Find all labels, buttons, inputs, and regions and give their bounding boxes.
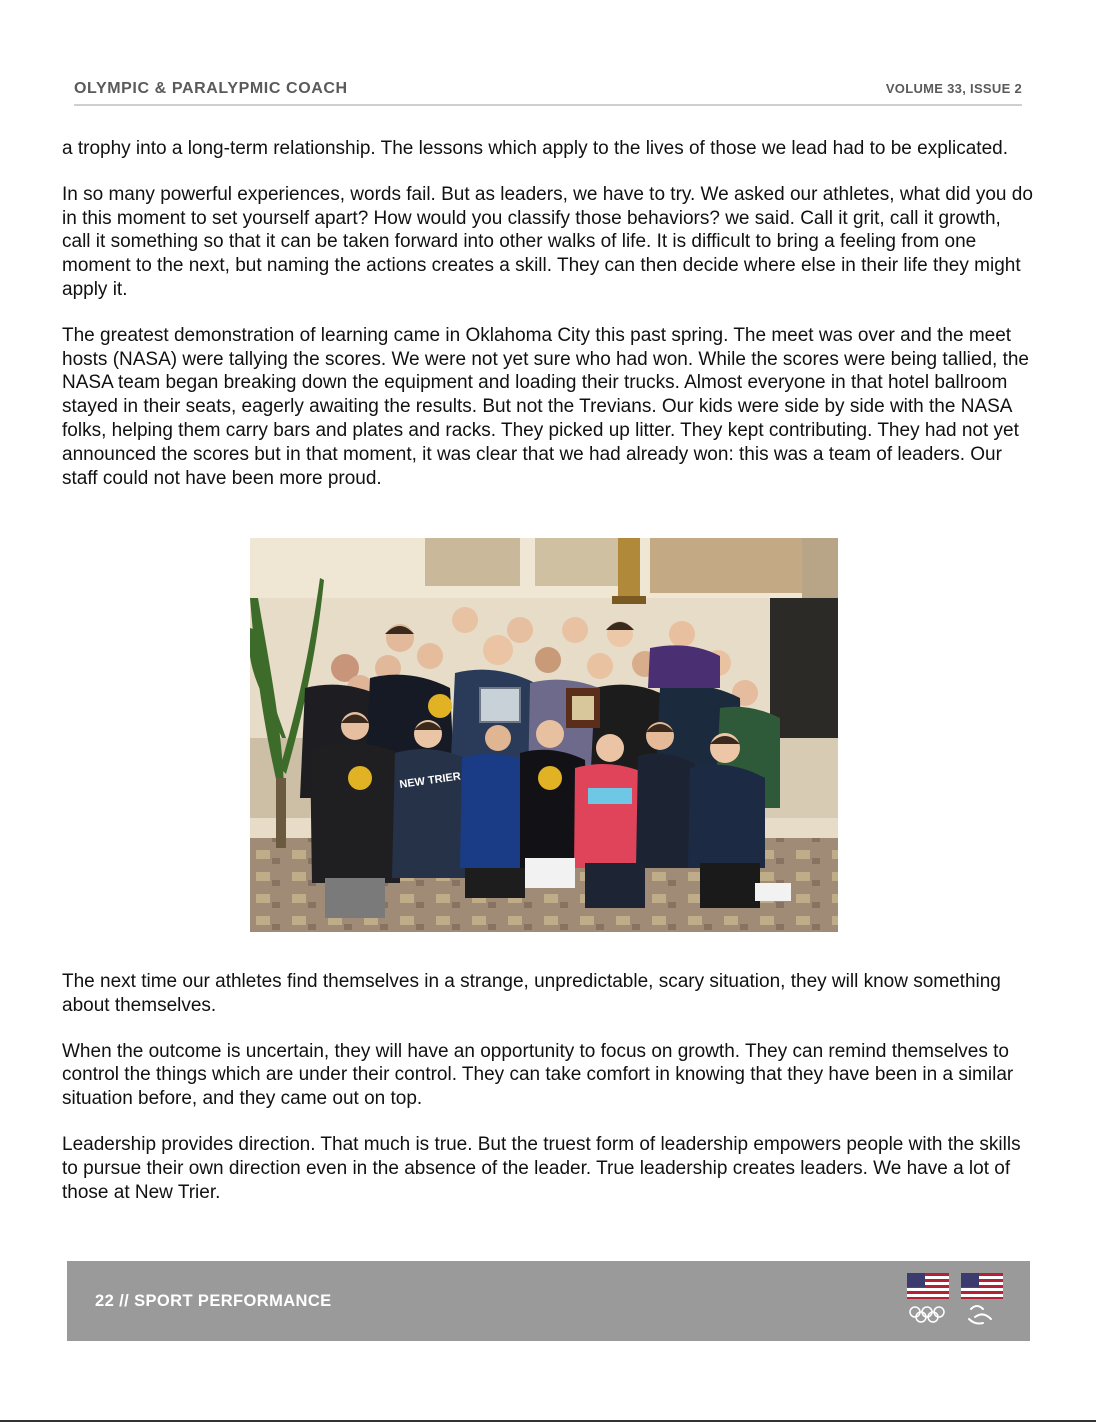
team-photo [250, 538, 838, 932]
paragraph: In so many powerful experiences, words fail. But as leaders, we have to try. We asked our athletes, what did you do in this moment to set yourself apart? How would you classify those behaviors? we said. Call it grit, call it growth, call it something so that it can be taken forward into other walks of life. It is difficult to bring a feeling from one moment to the next, but naming the actions creates a skill. They can then decide where else in their life they might apply it. [62, 183, 1033, 300]
paragraph: The next time our athletes find themselves in a strange, unpredictable, scary situation, they will know something about themselves. [62, 971, 1001, 1016]
article-text-top [62, 137, 1034, 490]
us-paralympic-flag-icon [961, 1273, 1003, 1324]
team-photo-illustration [250, 538, 838, 932]
shirt-lettering: NEW TRIER [398, 770, 462, 791]
paragraph: Leadership provides direction. That much is true. But the truest form of leadership empowers people with the skills to pursue their own direction even in the absence of the leader. True leadership creates leaders. We have a lot of those at New Trier. [62, 1133, 1021, 1203]
us-olympic-flag-icon [907, 1273, 949, 1322]
publication-title: OLYMPIC & PARALYPMIC COACH [74, 80, 348, 97]
page-header [74, 78, 1022, 106]
paragraph: When the outcome is uncertain, they will have an opportunity to focus on growth. They can remind themselves to control the things which are under their control. They can take comfort in knowing that they have been in a similar situation before, and they came out on top. [62, 1040, 1014, 1110]
paragraph: The greatest demonstration of learning came in Oklahoma City this past spring. The meet was over and the meet hosts (NASA) were tallying the scores. We were not yet sure who had won. While the scores were being tallied, the NASA team began breaking down the equipment and loading their trucks. Almost everyone in that hotel ballroom stayed in their seats, eagerly awaiting the results. But not the Trevians. Our kids were side by side with the NASA folks, helping them carry bars and plates and racks. They picked up litter. They kept contributing. They had not yet announced the scores but in that moment, it was clear that we had already won: this was a team of leaders. Our staff could not have been more proud. [62, 324, 1029, 489]
footer-logos [907, 1273, 1007, 1336]
issue-label: VOLUME 33, ISSUE 2 [885, 81, 1022, 96]
page-number-section: 22 // SPORT PERFORMANCE [95, 1292, 332, 1310]
page-edge-rule [0, 1420, 1096, 1422]
paragraph: a trophy into a long-term relationship. The lessons which apply to the lives of those we lead had to be explicated. [62, 138, 1008, 159]
article-text-bottom [62, 970, 1034, 1204]
page-footer [67, 1261, 1030, 1341]
